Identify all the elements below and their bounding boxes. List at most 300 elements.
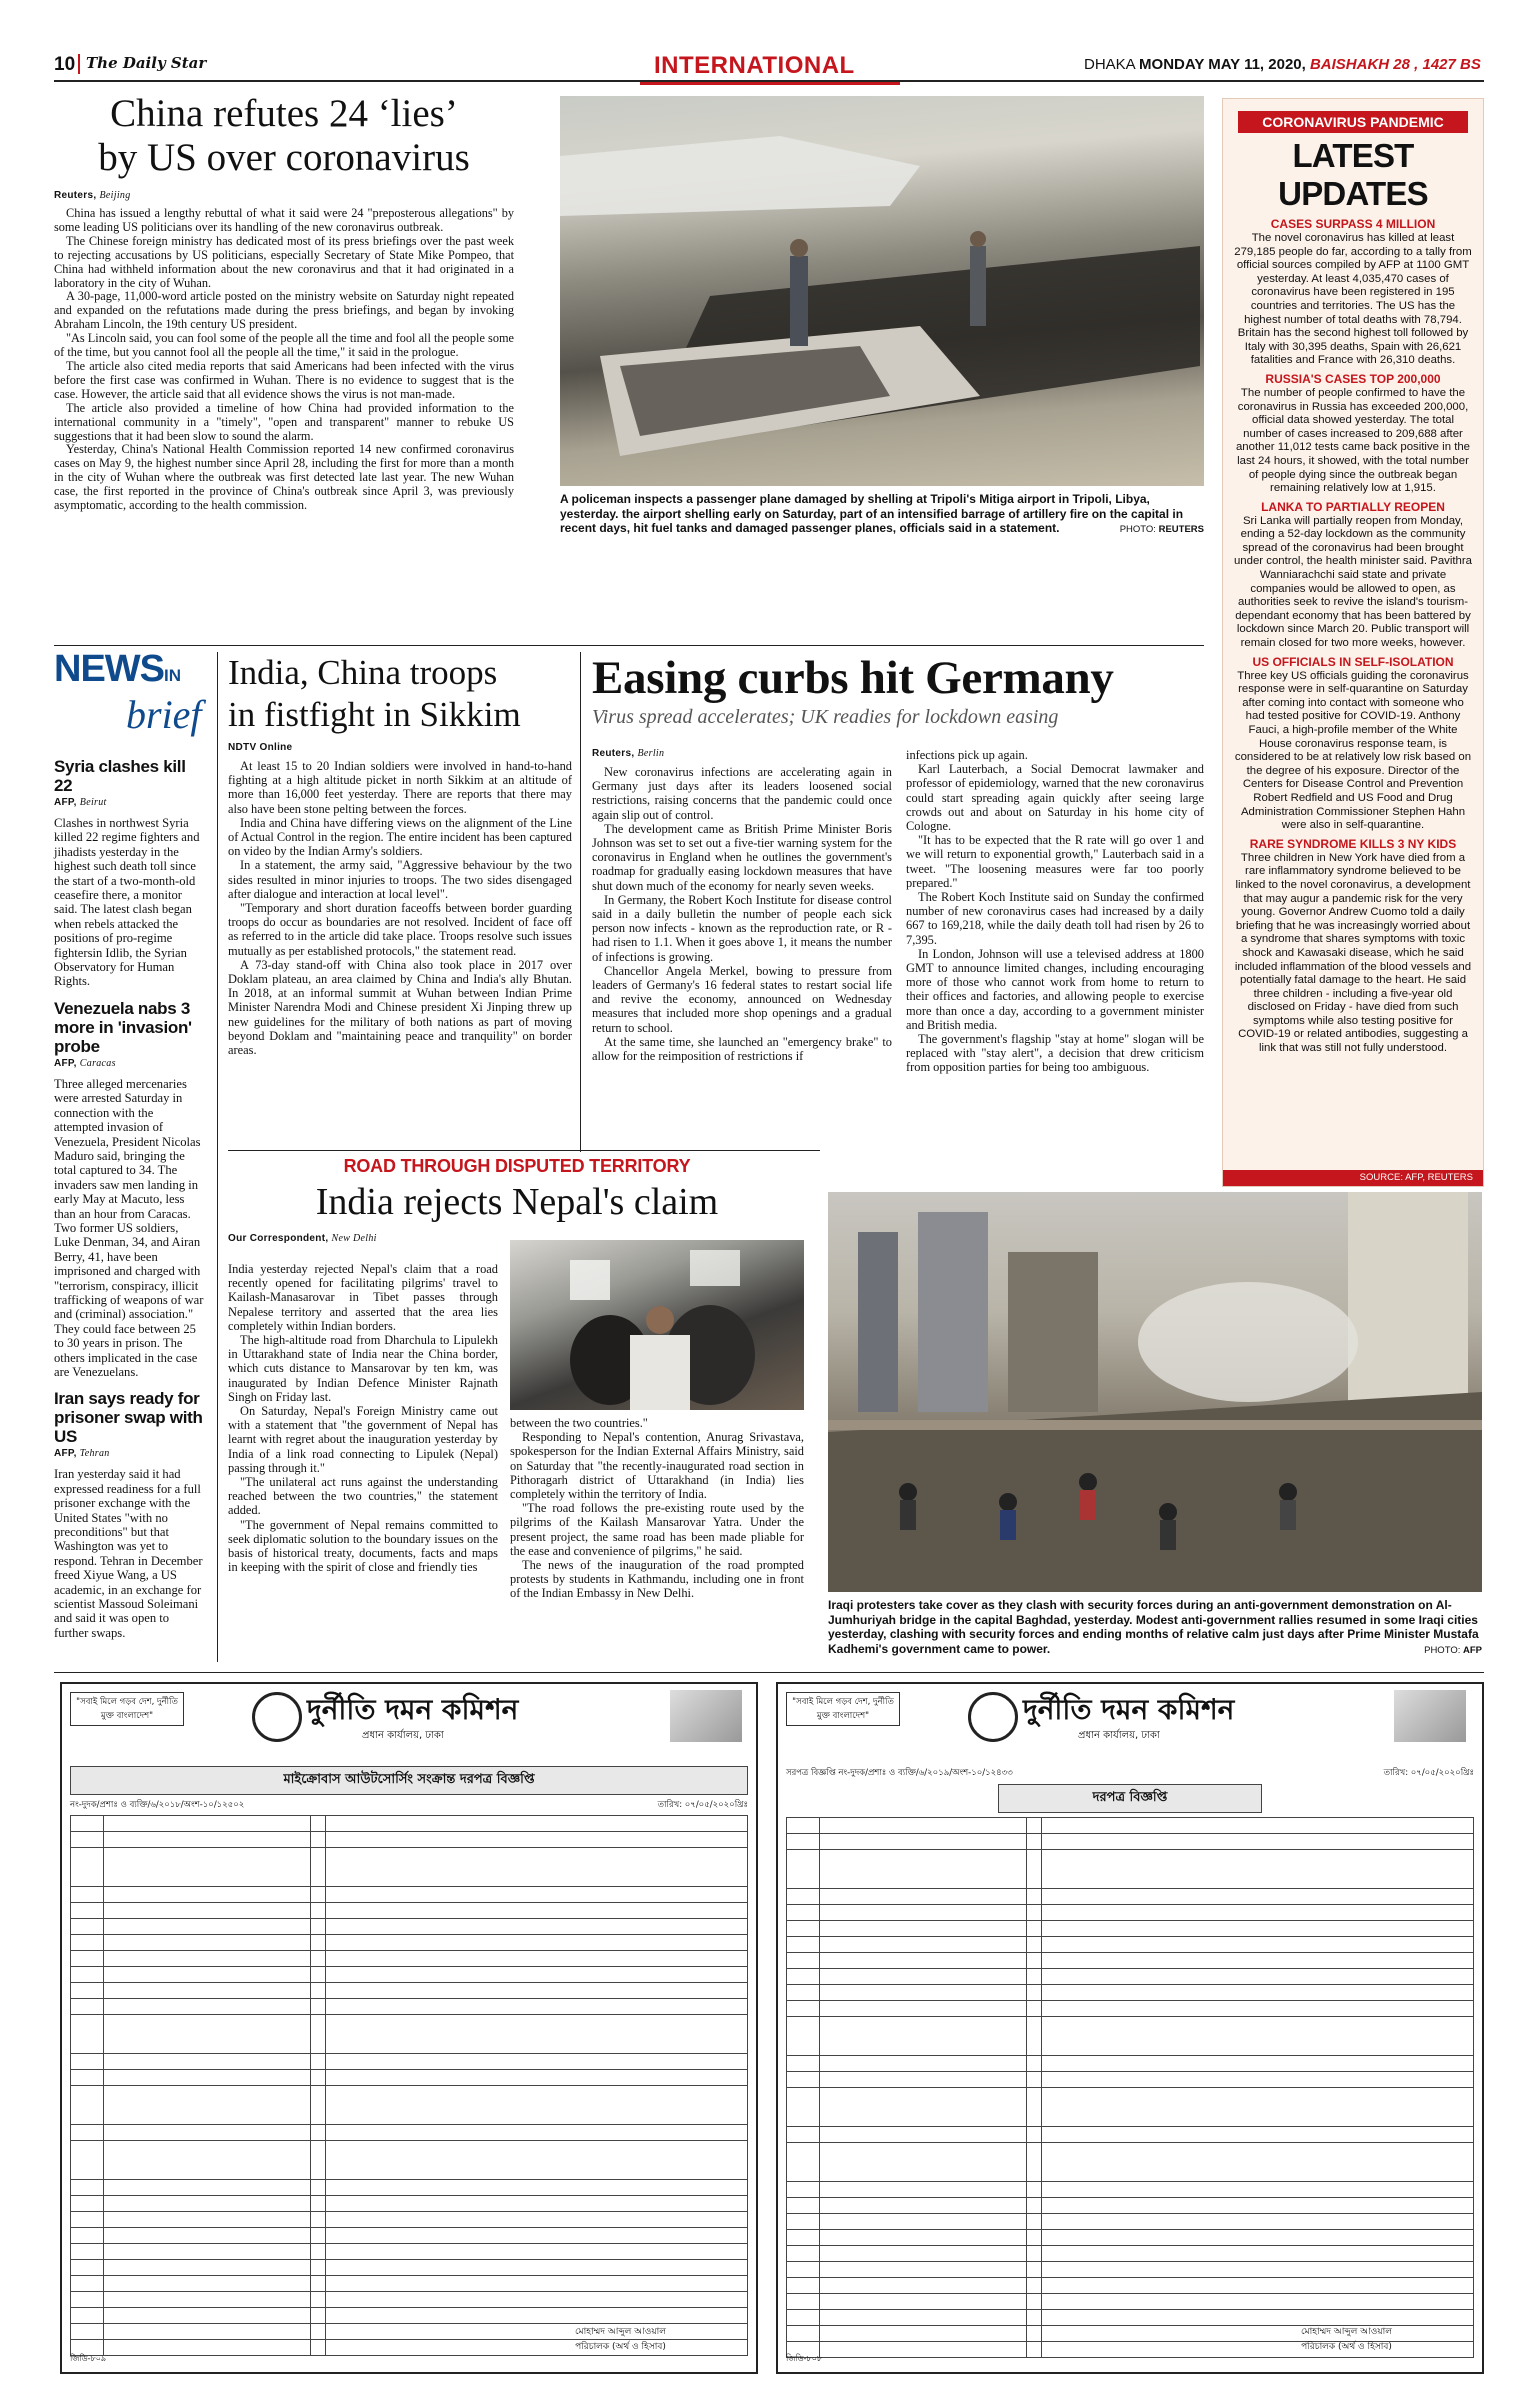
ad-table-cell bbox=[787, 1850, 820, 1889]
acc-logo-icon bbox=[968, 1692, 1018, 1742]
ad-table-cell bbox=[820, 2182, 1027, 2198]
ad-table-cell bbox=[104, 1816, 311, 1832]
brief-byline: AFP, Caracas bbox=[54, 1057, 116, 1069]
ad-table-cell bbox=[1042, 2342, 1474, 2358]
ad-table-cell bbox=[311, 2228, 326, 2244]
brief-item bbox=[54, 999, 204, 1380]
sikkim-headline: India, China troops in fistfight in Sikkim bbox=[228, 653, 521, 734]
ad-table-cell bbox=[820, 1818, 1027, 1834]
ad-table-cell bbox=[1042, 1889, 1474, 1905]
dateline: DHAKA MONDAY MAY 11, 2020, BAISHAKH 28 , 1427 BS bbox=[1084, 56, 1481, 73]
header-divider bbox=[78, 54, 80, 74]
ad-table-cell bbox=[326, 2244, 748, 2260]
latest-item-body: Three key US officials guiding the coronavirus response were in self-quarantine on Saturday after coming into contact with someone who had tested positive for COVID-19. Anthony Fauci, a high-profile member of the White House coronavirus response team, is considered to be at relatively low risk based on the degree of his exposure. Director of the Centers for Disease Control and Prevention Robert Redfield and US Food and Drug Administration Commissioner Stephen Hahn were also in self-quarantine. bbox=[1234, 669, 1472, 832]
ad-table-cell bbox=[104, 2125, 311, 2141]
ad-table-cell bbox=[1027, 2326, 1042, 2342]
ad-2-header bbox=[778, 1684, 1482, 1766]
ad-table-cell bbox=[104, 2228, 311, 2244]
ad-table-row bbox=[787, 2017, 1474, 2056]
ad-table-cell bbox=[326, 1816, 748, 1832]
ad-table-cell bbox=[311, 2125, 326, 2141]
ad-table-cell bbox=[1042, 1818, 1474, 1834]
ad-table-cell bbox=[1042, 2278, 1474, 2294]
ad-table-cell bbox=[71, 2308, 104, 2324]
ad-table-cell bbox=[311, 1816, 326, 1832]
page-header bbox=[54, 52, 1484, 82]
ad-table-cell bbox=[1027, 2056, 1042, 2072]
ad-table-cell bbox=[1027, 2310, 1042, 2326]
ad-table-row bbox=[71, 1919, 748, 1935]
ad-table-cell bbox=[1027, 1953, 1042, 1969]
ad-1-notice-title: মাইক্রোবাস আউটসোর্সিং সংক্রান্ত দরপত্র বিজ্ঞপ্তি bbox=[70, 1766, 748, 1795]
sikkim-divider bbox=[580, 652, 581, 1152]
ad-table-cell bbox=[820, 2246, 1027, 2262]
ad-table-cell bbox=[71, 2015, 104, 2054]
china-headline: China refutes 24 ‘lies’ by US over coronavirus bbox=[98, 92, 470, 179]
ad-table-row bbox=[787, 2127, 1474, 2143]
ad-table-cell bbox=[104, 2212, 311, 2228]
ad-table-cell bbox=[1027, 2088, 1042, 2127]
ad-table-cell bbox=[104, 2015, 311, 2054]
iraq-photo-credit: PHOTO: AFP bbox=[1424, 1644, 1482, 1656]
ad-table-cell bbox=[1042, 2143, 1474, 2182]
ad-table-cell bbox=[1042, 2182, 1474, 2198]
ad-table-row bbox=[71, 2276, 748, 2292]
ad-table-cell bbox=[311, 1983, 326, 1999]
sikkim-body: At least 15 to 20 Indian soldiers were involved in hand-to-hand fighting at a high altitude picket in north Sikkim at an altitude of more than 16,000 feet yesterday. There are reports that there may also have been stone pelting between the forces. India and China have differing views on the alignment of the Line of Actual Control in the region. The entire incident has been captured on video by the Indian Army's soldiers. In a statement, the army said, "Aggressive behaviour by the two sides resulted in minor injuries to troops. The two sides disengaged after dialogue and interaction at local level". "Temporary and short duration faceoffs between border guarding troops do occur as boundaries are not resolved. Incident of face off as referred to in the article did take place. Troops resolve such issues mutually as per established protocols," the statement read. A 73-day stand-off with China also took place in 2017 over Doklam plateau, an area claimed by China and India's ally Bhutan. In 2018, at an informal summit at Wuhan between Indian Prime Minister Narendra Modi and Chinese president Xi Jinping threw up new guidelines for the military of both nations as part of moving beyond Doklam and "maintaining peace and tranquility" on border areas. bbox=[228, 759, 572, 1058]
ad-table-cell bbox=[71, 2212, 104, 2228]
ad-table-cell bbox=[787, 2182, 820, 2198]
ad-table-cell bbox=[326, 1832, 748, 1848]
ad-table-cell bbox=[1027, 2017, 1042, 2056]
ad-2-notice-title: দরপত্র বিজ্ঞপ্তি bbox=[998, 1784, 1262, 1813]
ad-1-office: প্রধান কার্যালয়, ঢাকা bbox=[362, 1730, 444, 1741]
top-row-rule bbox=[54, 645, 1204, 646]
ad-table-cell bbox=[326, 2228, 748, 2244]
ad-table-cell bbox=[326, 2015, 748, 2054]
ad-table-cell bbox=[787, 2294, 820, 2310]
ad-table-cell bbox=[820, 2088, 1027, 2127]
ad-table-cell bbox=[71, 1848, 104, 1887]
ad-table-row bbox=[787, 1889, 1474, 1905]
ad-table-row bbox=[71, 2228, 748, 2244]
ad-table-cell bbox=[311, 2070, 326, 2086]
ad-table-cell bbox=[311, 2180, 326, 2196]
ad-2-title: দুর্নীতি দমন কমিশন bbox=[1023, 1693, 1235, 1726]
ad-table-cell bbox=[820, 2072, 1027, 2088]
ad-table-cell bbox=[820, 2342, 1027, 2358]
ad-table-row bbox=[787, 1937, 1474, 1953]
ad-table-row bbox=[787, 1921, 1474, 1937]
ad-table-row bbox=[71, 1848, 748, 1887]
ad-table-cell bbox=[71, 2292, 104, 2308]
ad-table-row bbox=[787, 1985, 1474, 2001]
ad-table-cell bbox=[1042, 1953, 1474, 1969]
ad-table-cell bbox=[71, 2324, 104, 2340]
ad-table-cell bbox=[787, 2262, 820, 2278]
ad-table-cell bbox=[1042, 1834, 1474, 1850]
brief-body: Clashes in northwest Syria killed 22 regime fighters and jihadists yesterday in the highest such death toll since the start of a two-month-old ceasefire there, a monitor said. The latest clash began when rebels attacked the positions of pro-regime fightersin Idlib, the Syrian Observatory for Human Rights. bbox=[54, 816, 200, 989]
ad-table-cell bbox=[820, 1953, 1027, 1969]
germany-col-1 bbox=[592, 748, 892, 1063]
ad-table-row bbox=[787, 2262, 1474, 2278]
ad-table-cell bbox=[104, 2308, 311, 2324]
ad-table-cell bbox=[787, 1953, 820, 1969]
ad-table-cell bbox=[71, 1999, 104, 2015]
brief-body: Three alleged mercenaries were arrested Saturday in connection with the attempted invasion of Venezuela, President Nicolas Maduro said, bringing the total captured to 34. The invaders saw men landing in early May at Macuto, less than an hour from Caracas. Two former US soldiers, Luke Denman, 34, and Airan Berry, 41, have been imprisoned and charged with "terrorism, conspiracy, illicit trafficking of weapons of war and (criminal) association." They could face between 25 to 30 years in prison. The others implicated in the case are Venezuelans. bbox=[54, 1076, 204, 1379]
germany-body-1: New coronavirus infections are accelerating again in Germany just days after its leaders loosened social restrictions, raising concerns that the pandemic could once again slip out of control. The development came as British Prime Minister Boris Johnson was set to set out a five-tier warning system for the coronavirus in England when he outlines the government's roadmap for gradually easing lockdown measures that have shut down much of the economy for nearly seven weeks. In Germany, the Robert Koch Institute for disease control said in a daily bulletin the number of people each sick person now infects - known as the reproduction rate, or R - had risen to 1.1. When it goes above 1, it means the number of infections is growing. Chancellor Angela Merkel, bowing to pressure from leaders of Germany's 16 federal states to restart social life and revive the economy, announced on Wednesday measures that included more shop openings and a gradual return to school. At the same time, she launched an "emergency brake" to allow for the reimposition of restrictions if bbox=[592, 765, 892, 1064]
ad-table-cell bbox=[787, 2017, 820, 2056]
ad-table-cell bbox=[326, 1919, 748, 1935]
plane-illustration bbox=[560, 96, 1204, 486]
ad-table-cell bbox=[311, 1832, 326, 1848]
ad-table-row bbox=[71, 2308, 748, 2324]
ad-table-cell bbox=[1027, 2143, 1042, 2182]
ad-table-cell bbox=[820, 1937, 1027, 1953]
ad-table-cell bbox=[1042, 1937, 1474, 1953]
ad-table-cell bbox=[1042, 2001, 1474, 2017]
ad-table-cell bbox=[820, 2198, 1027, 2214]
ad-1-ref-row bbox=[70, 1798, 748, 1812]
ad-table-cell bbox=[71, 1951, 104, 1967]
ad-table-cell bbox=[787, 2143, 820, 2182]
nepal-col-2 bbox=[510, 1416, 804, 1601]
ad-table-cell bbox=[326, 2125, 748, 2141]
acc-logo-icon bbox=[252, 1692, 302, 1742]
latest-kicker: CORONAVIRUS PANDEMIC bbox=[1238, 111, 1468, 133]
ad-table-cell bbox=[787, 2056, 820, 2072]
ad-table-cell bbox=[1027, 2182, 1042, 2198]
ad-table-cell bbox=[787, 2198, 820, 2214]
ad-table-cell bbox=[787, 1969, 820, 1985]
ad-table-cell bbox=[104, 1832, 311, 1848]
ad-table-cell bbox=[787, 1985, 820, 2001]
paper-name: The Daily Star bbox=[86, 54, 207, 72]
ad-table-row bbox=[71, 2141, 748, 2180]
ad-table-cell bbox=[1027, 2278, 1042, 2294]
ad-table-row bbox=[787, 1818, 1474, 1834]
ad-table-cell bbox=[1042, 2127, 1474, 2143]
ad-table-cell bbox=[104, 1919, 311, 1935]
ad-table-cell bbox=[787, 1921, 820, 1937]
ad-table-cell bbox=[311, 2308, 326, 2324]
ad-table-cell bbox=[787, 1937, 820, 1953]
ad-table-row bbox=[787, 2246, 1474, 2262]
germany-body-2: infections pick up again. Karl Lauterbach, a Social Democrat lawmaker and professor of epidemiology, warned that the new coronavirus could start spreading again quickly after seeing large crowds out and about on Saturday in his home city of Cologne. "It has to be expected that the R rate will go over 1 and we will return to exponential growth," Lauterbach said in a tweet. "The loosening measures were far too poorly prepared." The Robert Koch Institute said on Sunday the confirmed number of new coronavirus cases had increased by a daily 667 to 169,218, while the daily death toll had risen by 26 to 7,395. In London, Johnson will use a televised address at 1800 GMT to announce limited changes, including encouraging more of those who cannot work from home to return to their offices and factories, and allowing people to exercise more than once a day, according to a government minister and British media. The government's flagship "stay at home" slogan will be replaced with "stay alert", a decision that drew criticism from opposition parties for being too ambiguous. bbox=[906, 748, 1204, 1075]
ad-table-cell bbox=[820, 1921, 1027, 1937]
ad-table-cell bbox=[787, 2214, 820, 2230]
ad-1-signature: মোহাম্মদ আব্দুল আওয়াল পরিচালক (অর্থ ও হিসাব) bbox=[575, 2327, 666, 2352]
ad-table-row bbox=[71, 1903, 748, 1919]
ad-table-cell bbox=[71, 2244, 104, 2260]
ad-table-cell bbox=[71, 2086, 104, 2125]
brief-body: Iran yesterday said it had expressed readiness for a full prisoner exchange with the United States "with no preconditions" but that Washington was yet to respond. Tehran in December freed Xiyue Wang, a US academic, in an exchange for scientist Massoud Soleimani and said it was open to further swaps. bbox=[54, 1467, 203, 1640]
ad-table-cell bbox=[311, 1967, 326, 1983]
ad-table-cell bbox=[820, 2017, 1027, 2056]
china-body: China has issued a lengthy rebuttal of what it said were 24 "preposterous allegations" by some leading US politicians over its handling of the new coronavirus outbreak. The Chinese foreign ministry has dedicated most of its press briefings over the past week to rejecting accusations by US politicians, especially Secretary of State Mike Pompeo, that China had withheld information about the new coronavirus and that it had originated in a laboratory in the city of Wuhan. A 30-page, 11,000-word article posted on the ministry website on Saturday night repeated and expanded on the refutations made during the press briefings, and began by invoking Abraham Lincoln, the 19th century US president. "As Lincoln said, you can fool some of the people all the time and fool all the people some of the time, but you cannot fool all the people all the time," it said in the prologue. The article also cited media reports that said Americans had been infected with the virus before the first case was confirmed in Wuhan. There is no evidence to suggest that is the case. However, the article said that all evidence shows the virus is not man-made. The article also provided a timeline of how China had provided information to the international community in a "timely", "open and transparent" manner to rebuke US suggestions that it had been slow to sound the alarm. Yesterday, China's National Health Commission reported 14 new confirmed coronavirus cases on May 9, the highest number since April 28, including the first for more than a month in the city of Wuhan where the outbreak was first detected late last year. The new Wuhan case, the first reported in the province of China's outbreak since April 3, was previously asymptomatic, according to the health commission. bbox=[54, 206, 514, 513]
sikkim-article bbox=[228, 652, 572, 1057]
brief-byline: AFP, Tehran bbox=[54, 1448, 110, 1460]
ad-table-row bbox=[71, 2070, 748, 2086]
ad-table-cell bbox=[311, 2196, 326, 2212]
ad-table-cell bbox=[1027, 2230, 1042, 2246]
ad-table-cell bbox=[787, 2278, 820, 2294]
ad-table-row bbox=[787, 2294, 1474, 2310]
ad-table-cell bbox=[1027, 2342, 1042, 2358]
germany-article bbox=[592, 652, 1204, 729]
ad-1-ref: নং-দুদক/প্রশাঃ ও ব্যক্তি/৬/২০১৮/অংশ-১০/১২৫০২ bbox=[70, 1800, 245, 1810]
ad-table-cell bbox=[104, 2196, 311, 2212]
ad-table-cell bbox=[326, 1848, 748, 1887]
ad-table-cell bbox=[326, 1999, 748, 2015]
ad-2-office: প্রধান কার্যালয়, ঢাকা bbox=[1078, 1730, 1160, 1741]
ad-table-cell bbox=[820, 1985, 1027, 2001]
ad-1-code: জিডি-৮০৯ bbox=[70, 2354, 107, 2363]
ad-table-cell bbox=[71, 1983, 104, 1999]
ad-2-signature: মোহাম্মদ আব্দুল আওয়াল পরিচালক (অর্থ ও হিসাব) bbox=[1301, 2327, 1392, 2352]
protest-illustration bbox=[510, 1240, 804, 1410]
ad-table-row bbox=[787, 2182, 1474, 2198]
ad-table-cell bbox=[104, 1848, 311, 1887]
mid-row-rule bbox=[228, 1150, 820, 1151]
ad-table-cell bbox=[311, 1903, 326, 1919]
nepal-headline: India rejects Nepal's claim bbox=[315, 1181, 719, 1223]
ad-table-cell bbox=[326, 1951, 748, 1967]
latest-item-body: The novel coronavirus has killed at least 279,185 people do far, according to a tally from official sources compiled by AFP at 1100 GMT yesterday. At least 4,035,470 cases of coronavirus have been registered in 195 countries and territories. The US has the highest number of total deaths with 78,794. Britain has the second highest toll followed by Italy with 30,395 deaths, Spain with 26,621 fatalities and France with 26,310 deaths. bbox=[1234, 232, 1472, 367]
latest-item-body: Sri Lanka will partially reopen from Monday, ending a 52-day lockdown as the community spread of the coronavirus had been brought under control, the health minister said. Pavithra Wanniarachchi said state and private companies would be allowed to open, as authorities seek to revive the island's tourism-dependant economy that has been battered by lockdown since March 20. Public transport will remain closed for two more weeks, however. bbox=[1233, 514, 1473, 650]
ad-table-cell bbox=[1042, 2310, 1474, 2326]
ad-table-cell bbox=[104, 2276, 311, 2292]
ad-table-row bbox=[71, 1967, 748, 1983]
ad-table-cell bbox=[1027, 2072, 1042, 2088]
ad-table-cell bbox=[311, 2292, 326, 2308]
latest-updates-box bbox=[1222, 98, 1484, 1187]
brief-headline: Iran says ready for prisoner swap with US bbox=[54, 1389, 203, 1447]
ad-table-cell bbox=[326, 1967, 748, 1983]
ad-table-cell bbox=[1042, 1921, 1474, 1937]
ad-table-row bbox=[787, 1905, 1474, 1921]
ad-table-cell bbox=[311, 1951, 326, 1967]
ad-table-cell bbox=[326, 2340, 748, 2356]
ad-table-cell bbox=[104, 2324, 311, 2340]
ad-table-cell bbox=[1027, 1818, 1042, 1834]
ad-table-cell bbox=[326, 2086, 748, 2125]
ad-table-row bbox=[71, 2212, 748, 2228]
ad-table-cell bbox=[787, 1834, 820, 1850]
latest-item-heading: CASES SURPASS 4 MILLION bbox=[1270, 217, 1436, 231]
ad-table-cell bbox=[71, 1967, 104, 1983]
ad-table-cell bbox=[1027, 1850, 1042, 1889]
ad-table-cell bbox=[787, 2230, 820, 2246]
ad-table-cell bbox=[71, 2125, 104, 2141]
ad-table-row bbox=[787, 1850, 1474, 1889]
ad-table-row bbox=[71, 1951, 748, 1967]
ad-table-cell bbox=[787, 1905, 820, 1921]
brief-headline: Syria clashes kill 22 bbox=[54, 757, 186, 795]
ad-table-cell bbox=[311, 2212, 326, 2228]
ad-table-cell bbox=[71, 2070, 104, 2086]
libya-photo-credit: PHOTO: REUTERS bbox=[1119, 524, 1204, 535]
ad-table-cell bbox=[71, 1903, 104, 1919]
latest-item-body: Three children in New York have died from a rare inflammatory syndrome believed to be linked to the novel coronavirus, a development that may augur a pandemic risk for the very young. Governor Andrew Cuomo told a daily briefing that he was increasingly worried about a syndrome that shares symptoms with toxic shock and Kawasaki disease, which he said included inflammation of the blood vessels and potentially fatal damage to the heart. He said three children - including a five-year old disclosed on Friday - have died from such symptoms while also testing positive for COVID-19 or related antibodies, suggesting a link that was still not fully understood. bbox=[1234, 851, 1472, 1055]
ad-table-cell bbox=[1027, 2246, 1042, 2262]
ad-table-cell bbox=[1027, 1969, 1042, 1985]
ad-table-cell bbox=[326, 2141, 748, 2180]
ad-table-cell bbox=[104, 2086, 311, 2125]
ad-table-row bbox=[787, 2214, 1474, 2230]
ad-table-cell bbox=[1027, 2262, 1042, 2278]
news-in-brief-title: NEWSIN brief bbox=[54, 648, 202, 737]
ad-table-row bbox=[71, 1816, 748, 1832]
ad-table-cell bbox=[311, 2244, 326, 2260]
ad-table-cell bbox=[1042, 1905, 1474, 1921]
iraq-protest-photo bbox=[828, 1192, 1482, 1592]
ad-table-cell bbox=[326, 2260, 748, 2276]
ad-table-cell bbox=[104, 1951, 311, 1967]
ads-top-rule bbox=[54, 1672, 1484, 1673]
ad-table-cell bbox=[326, 1903, 748, 1919]
brief-headline: Venezuela nabs 3 more in 'invasion' probe bbox=[54, 998, 192, 1056]
ad-table-cell bbox=[104, 2244, 311, 2260]
ad-table-row bbox=[787, 2072, 1474, 2088]
ad-1-grid bbox=[70, 1815, 748, 2356]
ad-table-cell bbox=[311, 2054, 326, 2070]
ad-table-cell bbox=[326, 2308, 748, 2324]
ad-2-ref: সরপত্র বিজ্ঞপ্তি নং-দুদক/প্রশাঃ ও ব্যক্তি/৬/২০১৯/অংশ-১০/১২৪৩৩ bbox=[786, 1768, 1013, 1778]
latest-title: LATEST UPDATES bbox=[1278, 137, 1428, 212]
brief-item bbox=[54, 757, 204, 989]
ad-table-cell bbox=[326, 1887, 748, 1903]
germany-col-2 bbox=[906, 748, 1204, 1075]
ad-2-grid bbox=[786, 1817, 1474, 2358]
ad-table-cell bbox=[820, 2294, 1027, 2310]
ad-table-cell bbox=[787, 2310, 820, 2326]
ad-table-cell bbox=[104, 2292, 311, 2308]
ad-table-cell bbox=[326, 2292, 748, 2308]
ad-table-cell bbox=[326, 1983, 748, 1999]
ad-table-row bbox=[71, 1887, 748, 1903]
ad-table-cell bbox=[326, 2070, 748, 2086]
ad-table-cell bbox=[71, 2276, 104, 2292]
ad-table-cell bbox=[71, 2196, 104, 2212]
ad-table-cell bbox=[104, 1983, 311, 1999]
ad-table-cell bbox=[311, 2276, 326, 2292]
germany-headline: Easing curbs hit Germany bbox=[592, 652, 1114, 704]
ad-table-cell bbox=[1027, 1889, 1042, 1905]
bridge-illustration bbox=[828, 1192, 1482, 1592]
ad-table-cell bbox=[1042, 2326, 1474, 2342]
ad-table-cell bbox=[787, 2326, 820, 2342]
ad-table-cell bbox=[311, 1848, 326, 1887]
ad-table-cell bbox=[104, 2180, 311, 2196]
ad-table-cell bbox=[820, 2262, 1027, 2278]
ad-table-cell bbox=[820, 2214, 1027, 2230]
section-accent bbox=[640, 82, 900, 85]
ad-table-cell bbox=[71, 2054, 104, 2070]
ad-table-cell bbox=[311, 2260, 326, 2276]
ad-table-cell bbox=[326, 2180, 748, 2196]
ad-table-cell bbox=[820, 2143, 1027, 2182]
page-number: 10 bbox=[54, 54, 76, 75]
ad-2-portrait bbox=[1394, 1690, 1466, 1742]
ad-table-row bbox=[71, 2086, 748, 2125]
nepal-col-1 bbox=[228, 1262, 498, 1574]
ad-2-slogan: "সবাই মিলে গড়ব দেশ, দুর্নীতি মুক্ত বাংলাদেশ" bbox=[786, 1692, 900, 1726]
brief-divider bbox=[217, 652, 218, 1662]
section-title: INTERNATIONAL bbox=[654, 52, 855, 79]
ad-table-cell bbox=[820, 2230, 1027, 2246]
ad-table-row bbox=[787, 2278, 1474, 2294]
ad-table-cell bbox=[71, 2260, 104, 2276]
ad-table-row bbox=[787, 2143, 1474, 2182]
ad-table-row bbox=[71, 2054, 748, 2070]
ad-table-row bbox=[787, 2230, 1474, 2246]
ad-table-cell bbox=[326, 1935, 748, 1951]
ad-table-cell bbox=[71, 1832, 104, 1848]
ad-table-cell bbox=[326, 2196, 748, 2212]
ad-table-cell bbox=[311, 2324, 326, 2340]
ad-table-cell bbox=[787, 1818, 820, 1834]
ad-1-portrait bbox=[670, 1690, 742, 1742]
ad-table-cell bbox=[820, 2127, 1027, 2143]
ad-table-cell bbox=[104, 2054, 311, 2070]
ad-table-cell bbox=[311, 1999, 326, 2015]
ad-table-cell bbox=[311, 2340, 326, 2356]
nepal-kicker: ROAD THROUGH DISPUTED TERRITORY bbox=[343, 1156, 691, 1176]
ad-table-cell bbox=[1042, 2088, 1474, 2127]
ad-table-row bbox=[787, 2056, 1474, 2072]
libya-plane-photo bbox=[560, 96, 1204, 486]
ad-table-row bbox=[71, 2015, 748, 2054]
ad-table-cell bbox=[1027, 1921, 1042, 1937]
acc-tender-ad-1 bbox=[60, 1682, 758, 2374]
ad-table-row bbox=[787, 1834, 1474, 1850]
germany-subhead: Virus spread accelerates; UK readies for lockdown easing bbox=[592, 706, 1059, 728]
ad-table-cell bbox=[787, 2001, 820, 2017]
ad-table-row bbox=[71, 2196, 748, 2212]
news-in-brief bbox=[54, 650, 204, 1640]
ad-table-cell bbox=[1027, 1985, 1042, 2001]
china-byline: Reuters, Beijing bbox=[54, 190, 131, 201]
latest-item-heading: RARE SYNDROME KILLS 3 NY KIDS bbox=[1249, 836, 1457, 851]
ad-table-cell bbox=[1042, 2072, 1474, 2088]
ad-table-cell bbox=[820, 2310, 1027, 2326]
ad-table-cell bbox=[1027, 2294, 1042, 2310]
ad-table-cell bbox=[104, 2141, 311, 2180]
ad-table-cell bbox=[104, 2260, 311, 2276]
ad-table-cell bbox=[1042, 2246, 1474, 2262]
ad-table-cell bbox=[71, 1919, 104, 1935]
ad-table-cell bbox=[787, 2127, 820, 2143]
ad-table-cell bbox=[820, 1889, 1027, 1905]
ad-table-cell bbox=[311, 2015, 326, 2054]
ad-table-row bbox=[71, 2292, 748, 2308]
ad-2-code: জিডি-৮০৮ bbox=[786, 2354, 823, 2363]
nepal-body-1: India yesterday rejected Nepal's claim that a road recently opened for facilitating pilgrims' travel to Kailash-Manasarovar in Tibet passes through Nepalese territory and asserted that the area lies completely within Indian borders. The high-altitude road from Dharchula to Lipulekh in Uttarakhand state of India near the China border, which cuts distance to Mansarovar by ten km, was inaugurated by Indian Defence Minister Rajnath Singh on Friday last. On Saturday, Nepal's Foreign Ministry came out with a statement that "the government of Nepal has learnt with regret about the inauguration yesterday by India of a link road connecting to Lipulek (Nepal) passing through it." "The unilateral act runs against the understanding reached between the two countries," the statement added. "The government of Nepal remains committed to seek diplomatic solution to the boundary issues on the basis of historical treaty, documents, facts and maps in keeping with the spirit of close and friendly ties bbox=[228, 1262, 498, 1575]
nepal-protest-photo bbox=[510, 1240, 804, 1410]
ad-table-cell bbox=[104, 1887, 311, 1903]
ad-table-cell bbox=[311, 1887, 326, 1903]
ad-table-cell bbox=[104, 1903, 311, 1919]
ad-table-cell bbox=[326, 2054, 748, 2070]
ad-table-cell bbox=[820, 1834, 1027, 1850]
ad-table-cell bbox=[71, 2180, 104, 2196]
brief-item bbox=[54, 1389, 204, 1640]
latest-items bbox=[1223, 217, 1483, 1056]
ad-table-row bbox=[71, 1999, 748, 2015]
ad-table-cell bbox=[820, 2056, 1027, 2072]
ad-table-cell bbox=[1042, 1850, 1474, 1889]
